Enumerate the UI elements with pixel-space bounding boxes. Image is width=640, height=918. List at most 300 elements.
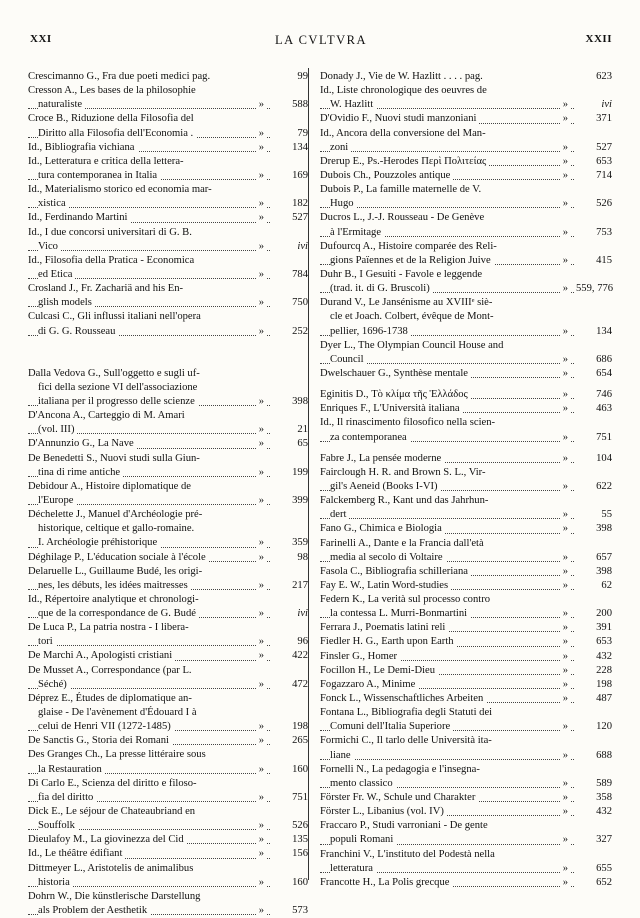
entry-line (320, 141, 612, 155)
ditto-mark: » (561, 833, 570, 847)
entry-text: gil's Aeneid (Books I-VI) (330, 480, 441, 494)
entry-line (320, 635, 612, 649)
page-reference: 134 (292, 141, 308, 153)
entry-text: di G. G. Rousseau (38, 325, 118, 339)
page-reference: 359 (292, 537, 308, 549)
entry-text: Des Granges Ch., La presse littéraire sous (28, 748, 209, 762)
entry-text: Formichi C., Il tarlo delle Università ita- (320, 734, 495, 748)
ditto-mark: » (561, 325, 570, 339)
entry-text: Déprez E., Études de diplomatique an- (28, 692, 195, 706)
index-entry (320, 734, 612, 762)
index-column-left (28, 70, 308, 918)
entry-line (320, 226, 612, 240)
entry-text: fia del diritto (38, 791, 96, 805)
page-reference: 265 (292, 735, 308, 747)
entry-text: als Problem der Aesthetik (38, 904, 150, 918)
index-entry (320, 579, 612, 593)
ditto-mark: » (257, 791, 266, 805)
entry-line (28, 127, 308, 141)
entry-line (320, 678, 612, 692)
entry-line (320, 480, 612, 494)
entry-line (320, 551, 612, 565)
index-entry (320, 296, 612, 338)
index-entry (320, 537, 612, 565)
entry-line (320, 692, 612, 706)
entry-line (28, 635, 308, 649)
entry-line (320, 466, 612, 480)
entry-line (320, 325, 612, 339)
page-reference: 169 (292, 169, 308, 181)
index-entry (320, 763, 612, 791)
ditto-mark: » (561, 607, 570, 621)
index-entry (28, 254, 308, 282)
entry-text: Id., Ancora della conversione del Man- (320, 127, 489, 141)
entry-line (28, 734, 308, 748)
dot-leader (320, 207, 574, 208)
ditto-mark: » (561, 579, 570, 593)
ditto-mark: » (257, 649, 266, 663)
entry-text: Duhr B., I Gesuiti - Favole e leggende (320, 268, 485, 282)
entry-line (28, 649, 308, 663)
ditto-mark: » (257, 763, 266, 777)
ditto-mark: » (257, 635, 266, 649)
entry-line (320, 777, 612, 791)
entry-line (28, 890, 308, 904)
index-entry (28, 621, 308, 649)
index-entry (28, 847, 308, 861)
ditto-mark: » (561, 169, 570, 183)
entry-text: Falckemberg R., Kant und das Jahrhun- (320, 494, 491, 508)
entry-line (320, 848, 612, 862)
entry-line (320, 452, 612, 466)
entry-text: ed Etica (38, 268, 75, 282)
entry-text: Fogazzaro A., Minime (320, 678, 418, 692)
entry-text: gions Païennes et de la Religion Juive (330, 254, 494, 268)
entry-line (28, 833, 308, 847)
entry-text: cle et Joach. Colbert, évêque de Mont- (330, 310, 497, 324)
ditto-mark: » (257, 169, 266, 183)
index-entry (28, 226, 308, 254)
ditto-mark: » (257, 466, 266, 480)
page-reference: 252 (292, 325, 308, 337)
entry-line (320, 565, 612, 579)
index-entry (320, 367, 612, 381)
ditto-mark: » (257, 296, 266, 310)
entry-line (28, 805, 308, 819)
page-reference: 200 (596, 608, 612, 620)
page-reference: 588 (292, 99, 308, 111)
entry-line (28, 862, 308, 876)
section-gap (320, 445, 612, 452)
ditto-mark: » (257, 734, 266, 748)
page-reference: 688 (596, 749, 612, 761)
ditto-mark: » (561, 621, 570, 635)
index-entry (320, 876, 612, 890)
index-entry (28, 141, 308, 155)
entry-text: De Luca P., La patria nostra - I libera- (28, 621, 192, 635)
entry-line (28, 819, 308, 833)
entry-text: la contessa L. Murri-Bonmartini (330, 607, 470, 621)
index-entry (320, 692, 612, 706)
index-entry (28, 183, 308, 211)
entry-text: Dohrn W., Die künstlerische Darstellung (28, 890, 203, 904)
entry-text: Förster Fr. W., Schule und Charakter (320, 791, 478, 805)
page-reference: 327 (596, 834, 612, 846)
entry-text: De Sanctis G., Storia dei Romani (28, 734, 172, 748)
ditto-mark: » (561, 664, 570, 678)
index-entry (320, 593, 612, 621)
entry-text: Francotte H., La Polis grecque (320, 876, 452, 890)
entry-line (28, 155, 308, 169)
ditto-mark: » (257, 904, 266, 918)
entry-line (320, 621, 612, 635)
entry-line (28, 296, 308, 310)
dot-leader (28, 645, 270, 646)
entry-text: Id., Liste chronologique des oeuvres de (320, 84, 490, 98)
page-reference: 432 (596, 806, 612, 818)
entry-line (28, 876, 308, 890)
entry-line (28, 494, 308, 508)
page-reference: 463 (596, 403, 612, 415)
entry-text: W. Hazlitt (330, 98, 376, 112)
entry-line (28, 437, 308, 451)
page-reference: ivi (297, 608, 308, 620)
entry-line (28, 395, 308, 409)
page-reference: 655 (596, 862, 612, 874)
entry-line (320, 402, 612, 416)
page-reference: 573 (292, 905, 308, 917)
entry-line (28, 452, 308, 466)
ditto-mark: » (257, 819, 266, 833)
ditto-mark: » (257, 678, 266, 692)
page-reference: 199 (292, 466, 308, 478)
entry-text: Comuni dell'Italia Superiore (330, 720, 453, 734)
entry-line (320, 296, 612, 310)
page-reference: 198 (292, 721, 308, 733)
ditto-mark: » (561, 565, 570, 579)
entry-text: Delaruelle L., Guillaume Budé, les origi- (28, 565, 205, 579)
ditto-mark: » (561, 388, 570, 402)
entry-line (320, 169, 612, 183)
entry-text: Fairclough H. R. and Brown S. L., Vir- (320, 466, 489, 480)
page-number-right: XXII (585, 33, 612, 45)
entry-line (28, 423, 308, 437)
entry-line (320, 431, 612, 445)
entry-line (28, 282, 308, 296)
entry-text: De Marchi A., Apologisti cristiani (28, 649, 175, 663)
ditto-mark: » (257, 423, 266, 437)
entry-line (28, 169, 308, 183)
index-entry (28, 211, 308, 225)
entry-text: Finsler G., Homer (320, 650, 400, 664)
page-reference: 753 (596, 226, 612, 238)
index-entry (320, 240, 612, 268)
ditto-mark: » (257, 607, 266, 621)
page-reference: 653 (596, 636, 612, 648)
ditto-mark: » (561, 720, 570, 734)
page-reference: 21 (297, 424, 308, 436)
entry-text: Ducros L., J.-J. Rousseau - De Genève (320, 211, 487, 225)
entry-text: italiana per il progresso delle scienze (38, 395, 198, 409)
page-reference: 526 (292, 820, 308, 832)
entry-text: la Restauration (38, 763, 105, 777)
page-reference: 526 (596, 198, 612, 210)
entry-line (28, 310, 308, 324)
entry-line (28, 183, 308, 197)
entry-line (320, 211, 612, 225)
entry-text: Eginitis D., Τὸ κλίμα τῆς Ἑλλάδος (320, 388, 471, 402)
entry-line (28, 579, 308, 593)
entry-text: tori (38, 635, 56, 649)
page-reference: 104 (596, 452, 612, 464)
entry-text: Durand V., Le Jansénisme au XVIIIᵉ siè- (320, 296, 495, 310)
entry-text: Farinelli A., Dante e la Francia dall'età (320, 537, 487, 551)
index-entry (320, 211, 612, 239)
entry-line (320, 240, 612, 254)
entry-text: De Musset A., Correspondance (par L. (28, 664, 195, 678)
page-reference: 96 (297, 636, 308, 648)
entry-line (320, 819, 612, 833)
page-reference: 654 (596, 367, 612, 379)
page-reference: 432 (596, 650, 612, 662)
entry-text: zoni (330, 141, 351, 155)
page-reference: 228 (596, 664, 612, 676)
ditto-mark: » (257, 268, 266, 282)
entry-text: D'Annunzio G., La Nave (28, 437, 137, 451)
ditto-mark: » (257, 395, 266, 409)
entry-line (28, 480, 308, 494)
entry-line (320, 706, 612, 720)
ditto-mark: » (561, 480, 570, 494)
page-reference: 399 (292, 494, 308, 506)
index-entry (320, 169, 612, 183)
entry-text: historia (38, 876, 73, 890)
section-gap (320, 381, 612, 388)
ditto-mark: » (561, 635, 570, 649)
entry-line (28, 112, 308, 126)
ditto-mark: » (561, 155, 570, 169)
entry-text: Federn K., La verità sul processo contro (320, 593, 493, 607)
ditto-mark: » (561, 678, 570, 692)
entry-line (320, 805, 612, 819)
entry-line (320, 310, 612, 324)
ditto-mark: » (257, 536, 266, 550)
page-reference: 358 (596, 792, 612, 804)
entry-line (28, 551, 308, 565)
page-reference: 589 (596, 777, 612, 789)
entry-line (28, 678, 308, 692)
index-entry (320, 848, 612, 876)
entry-text: Dufourcq A., Histoire comparée des Reli- (320, 240, 500, 254)
ditto-mark: » (561, 431, 570, 445)
entry-text: Cresson A., Les bases de la philosophie (28, 84, 199, 98)
page-number-left: XXI (30, 33, 52, 45)
index-entry (28, 862, 308, 890)
entry-line (28, 522, 308, 536)
entry-line (320, 876, 612, 890)
entry-line (28, 777, 308, 791)
entry-line (320, 70, 612, 84)
entry-text: Fay E. W., Latin Word-studies (320, 579, 451, 593)
page-reference: 623 (596, 71, 612, 82)
index-entry (320, 112, 612, 126)
index-entry (28, 452, 308, 480)
ditto-mark: » (257, 325, 266, 339)
entry-line (28, 325, 308, 339)
page-reference: 135 (292, 834, 308, 846)
page-reference: 55 (601, 509, 612, 521)
page-reference: 472 (292, 678, 308, 690)
column-divider (308, 68, 309, 880)
page-header (30, 33, 612, 49)
entry-text: Déchelette J., Manuel d'Archéologie pré- (28, 508, 205, 522)
entry-line (320, 579, 612, 593)
page-reference: 398 (596, 565, 612, 577)
ditto-mark: » (561, 141, 570, 155)
index-entry (28, 84, 308, 112)
index-entry (320, 635, 612, 649)
entry-text: Franchini V., L'instituto del Podestà nella (320, 848, 498, 862)
ditto-mark: » (257, 579, 266, 593)
index-entry (28, 155, 308, 183)
index-entry (28, 748, 308, 776)
ditto-mark: » (561, 650, 570, 664)
ditto-mark: » (561, 452, 570, 466)
page-reference: 686 (596, 353, 612, 365)
index-entry (28, 282, 308, 310)
entry-line (320, 763, 612, 777)
ditto-mark: » (257, 833, 266, 847)
entry-line (28, 791, 308, 805)
entry-text: glish models (38, 296, 95, 310)
ditto-mark: » (561, 876, 570, 890)
entry-text: Drerup E., Ps.-Herodes Περὶ Πολιτείας (320, 155, 489, 169)
ditto-mark: » (561, 749, 570, 763)
ditto-mark: » (561, 551, 570, 565)
index-entry (28, 833, 308, 847)
entry-line (320, 508, 612, 522)
index-entry (28, 734, 308, 748)
page-reference: 160 (292, 763, 308, 775)
index-entry (320, 565, 612, 579)
entry-line (320, 664, 612, 678)
page-reference: ivi (297, 240, 308, 252)
page-reference: 391 (596, 622, 612, 634)
dot-leader (320, 151, 574, 152)
entry-text: Id., Il rinascimento filosofico nella scien- (320, 416, 498, 430)
index-entry (28, 805, 308, 833)
entry-text: Fontana L., Bibliografia degli Statuti dei (320, 706, 495, 720)
section-gap (28, 339, 308, 367)
index-entry (320, 678, 612, 692)
entry-text: D'Ancona A., Carteggio di M. Amari (28, 409, 188, 423)
entry-line (320, 84, 612, 98)
entry-line (28, 565, 308, 579)
index-column-right (320, 70, 612, 890)
entry-text: Déghilage P., L'éducation sociale à l'école (28, 551, 209, 565)
page-reference: 746 (596, 389, 612, 401)
entry-text: Fiedler H. G., Earth upon Earth (320, 635, 457, 649)
entry-line (320, 720, 612, 734)
entry-text: populi Romani (330, 833, 396, 847)
entry-line (28, 226, 308, 240)
page-reference: 559, 776 (576, 283, 614, 295)
page-reference: 398 (596, 523, 612, 535)
entry-text: De Benedetti S., Nuovi studi sulla Giun- (28, 452, 203, 466)
ditto-mark: » (561, 522, 570, 536)
entry-line (28, 84, 308, 98)
index-entry (320, 268, 612, 296)
entry-line (28, 268, 308, 282)
index-entry (320, 664, 612, 678)
entry-line (28, 748, 308, 762)
entry-text: l'Europe (38, 494, 76, 508)
page-reference: 156 (292, 848, 308, 860)
page-reference: 750 (292, 297, 308, 309)
index-entry (320, 650, 612, 664)
entry-text: Id., Materialismo storico ed economia mar- (28, 183, 215, 197)
page-reference: 527 (292, 212, 308, 224)
entry-text: Id., Répertoire analytique et chronologi- (28, 593, 202, 607)
entry-line (28, 367, 308, 381)
index-entry (28, 310, 308, 338)
entry-text: Id., Le théâtre édifiant (28, 847, 125, 861)
ditto-mark: » (561, 367, 570, 381)
page-reference: 134 (596, 325, 612, 337)
index-entry (320, 706, 612, 734)
entry-line (28, 254, 308, 268)
ditto-mark: » (257, 141, 266, 155)
ditto-mark: » (561, 777, 570, 791)
entry-text: Crosland J., Fr. Zachariä and his En- (28, 282, 186, 296)
entry-line (320, 593, 612, 607)
entry-line (28, 98, 308, 112)
entry-line (28, 763, 308, 777)
ditto-mark: » (257, 551, 266, 565)
ditto-mark: » (561, 353, 570, 367)
dot-leader (320, 518, 574, 519)
page-reference: 527 (596, 141, 612, 153)
ditto-mark: » (561, 402, 570, 416)
entry-line (28, 409, 308, 423)
running-title: LA CVLTVRA (275, 33, 367, 47)
ditto-mark: » (561, 862, 570, 876)
index-entry (320, 805, 612, 819)
index-entry (28, 593, 308, 621)
index-entry (28, 508, 308, 550)
entry-line (28, 706, 308, 720)
index-entry (320, 70, 612, 84)
entry-text: Dyer L., The Olympian Council House and (320, 339, 506, 353)
ditto-mark: » (561, 508, 570, 522)
entry-line (320, 112, 612, 126)
entry-text: Dick E., Le séjour de Chateaubriand en (28, 805, 198, 819)
index-entry (320, 402, 612, 416)
index-entry (28, 565, 308, 593)
index-entry (28, 890, 308, 918)
entry-text: (trad. it. di G. Bruscoli) (330, 282, 433, 296)
entry-line (28, 536, 308, 550)
entry-text: Id., Filosofia della Pratica - Economica (28, 254, 197, 268)
ditto-mark: » (257, 197, 266, 211)
entry-line (320, 268, 612, 282)
index-entry (320, 494, 612, 522)
entry-line (320, 833, 612, 847)
page-reference: 751 (596, 431, 612, 443)
page-reference: 751 (292, 791, 308, 803)
entry-text: xistica (38, 197, 69, 211)
entry-text: celui de Henri VII (1272-1485) (38, 720, 174, 734)
